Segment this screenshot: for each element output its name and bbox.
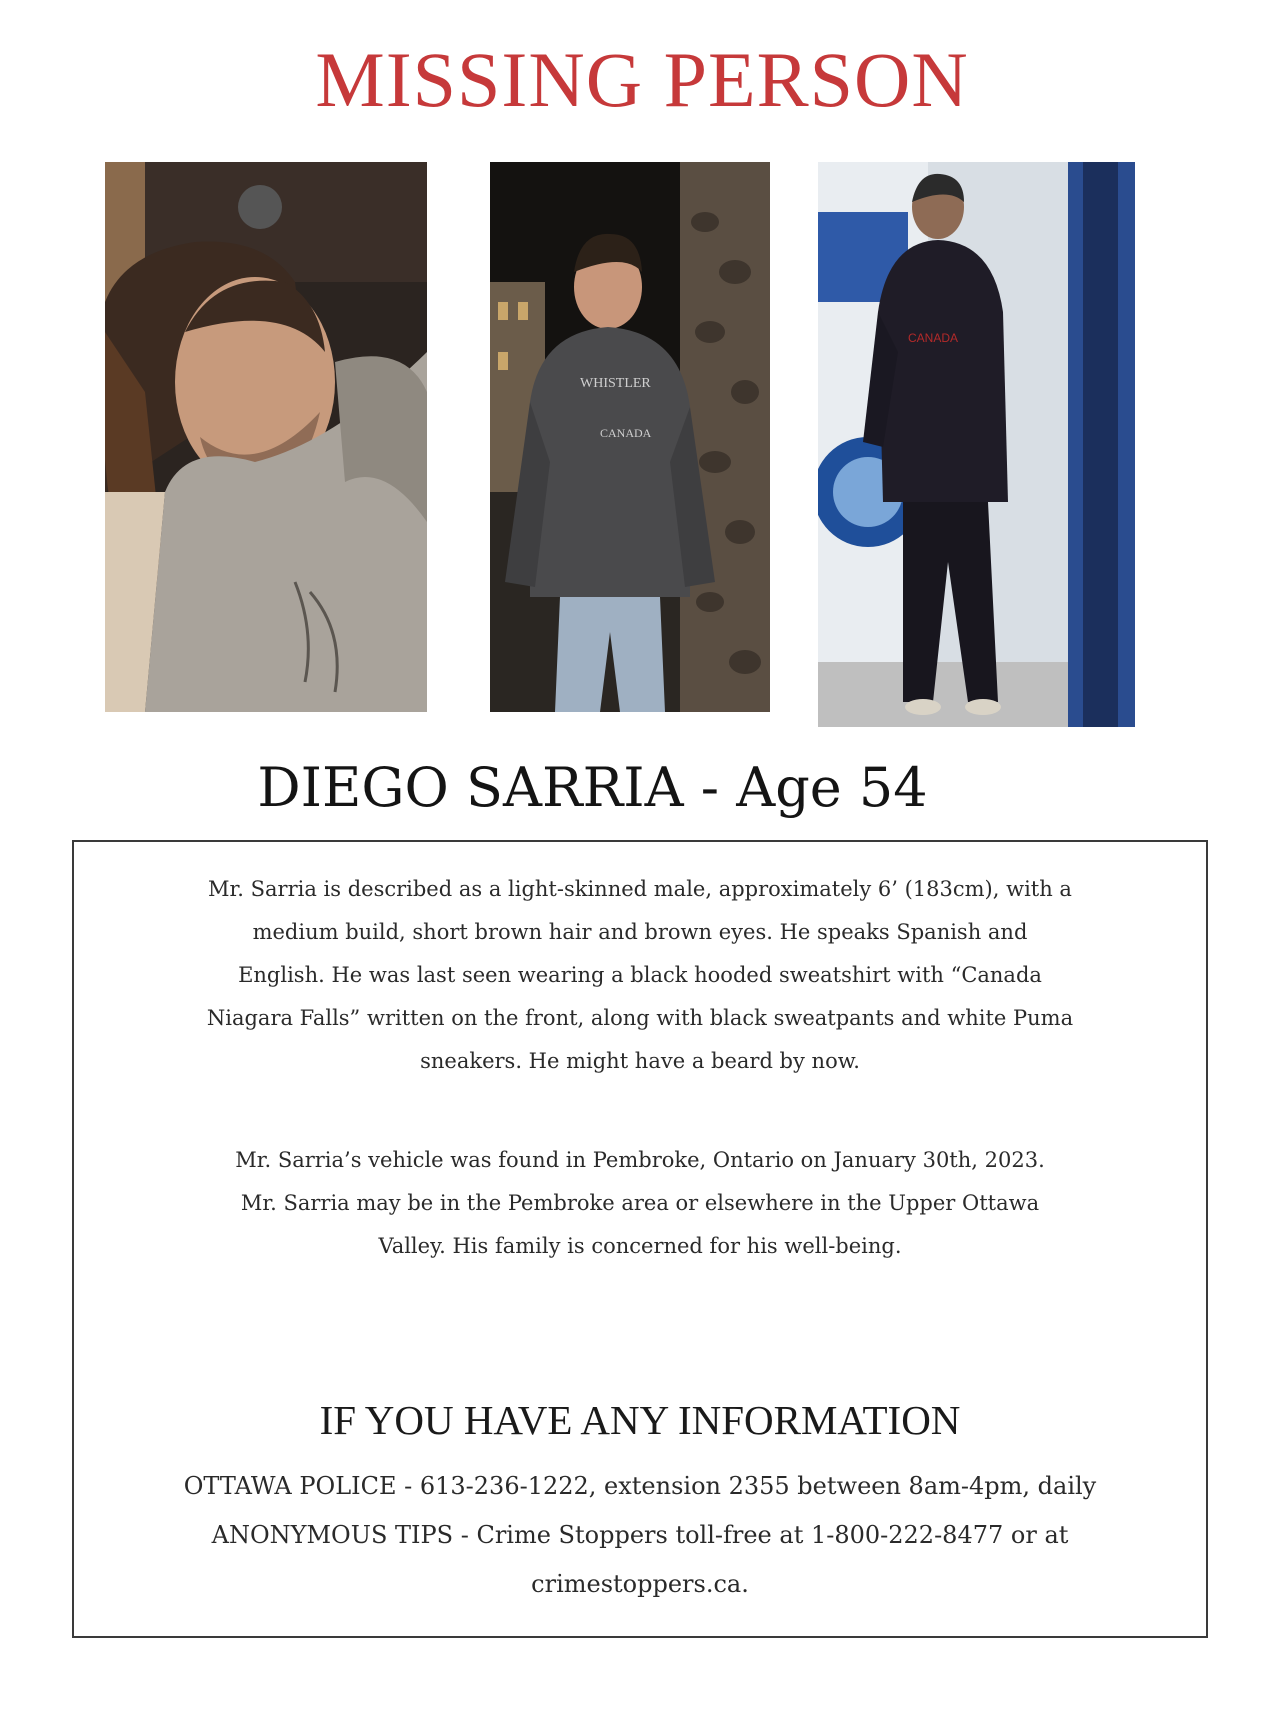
svg-text:CANADA: CANADA xyxy=(908,331,959,345)
person-name-age: DIEGO SARRIA - Age 54 xyxy=(257,756,928,819)
description-line: Mr. Sarria is described as a light-skinned male, approximately 6’ (183cm), with a xyxy=(208,877,1072,901)
description-line: Valley. His family is concerned for his well-being. xyxy=(378,1234,902,1258)
contact-anonymous-tips: ANONYMOUS TIPS - Crime Stoppers toll-free at 1-800-222-8477 or at xyxy=(211,1521,1069,1549)
description-line: Niagara Falls” written on the front, along with black sweatpants and white Puma xyxy=(206,1006,1074,1030)
photo-hoodie-selfie xyxy=(105,162,427,712)
svg-text:CANADA: CANADA xyxy=(600,426,652,440)
svg-text:WHISTLER: WHISTLER xyxy=(580,376,651,391)
contact-website: crimestoppers.ca. xyxy=(531,1570,749,1598)
contact-police: OTTAWA POLICE - 613-236-1222, extension 2355 between 8am-4pm, daily xyxy=(183,1472,1097,1500)
description-line: Mr. Sarria may be in the Pembroke area or elsewhere in the Upper Ottawa xyxy=(240,1191,1040,1215)
photo-surveillance xyxy=(818,162,1135,727)
description-line: sneakers. He might have a beard by now. xyxy=(420,1049,860,1073)
description-line: Mr. Sarria’s vehicle was found in Pembroke, Ontario on January 30th, 2023. xyxy=(235,1148,1045,1172)
description-box xyxy=(72,840,1208,1638)
contact-info xyxy=(74,1462,1206,1609)
description-line: medium build, short brown hair and brown eyes. He speaks Spanish and xyxy=(252,920,1028,944)
info-heading: IF YOU HAVE ANY INFORMATION xyxy=(319,1397,961,1443)
poster-title: MISSING PERSON xyxy=(315,36,969,123)
photo-whistler-hoodie xyxy=(490,162,770,712)
description-paragraph-1 xyxy=(74,868,1206,1083)
description-paragraph-2 xyxy=(74,1139,1206,1268)
description-line: English. He was last seen wearing a black hooded sweatshirt with “Canada xyxy=(238,963,1042,987)
